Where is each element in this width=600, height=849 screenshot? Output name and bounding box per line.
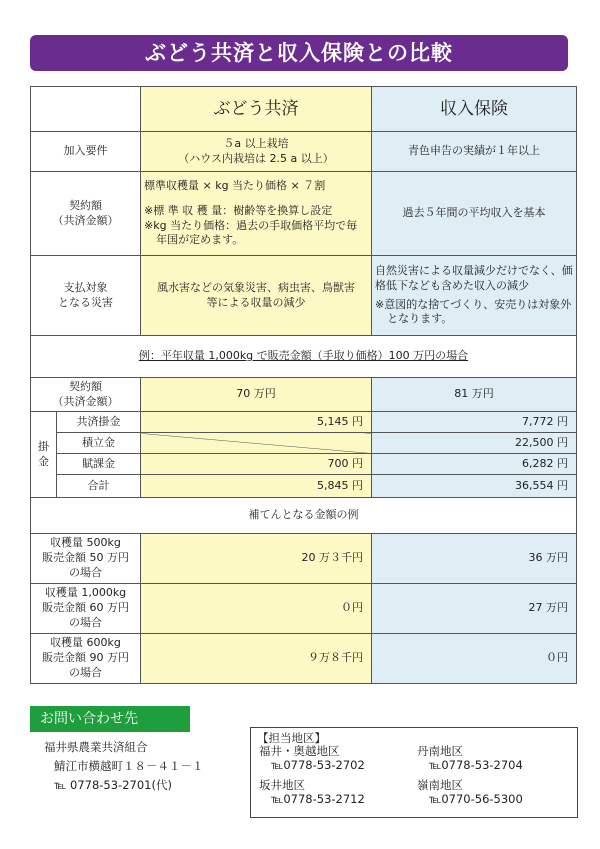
kake-label: 賦課金	[57, 454, 141, 475]
compensation-budou: 20 万３千円	[141, 534, 372, 584]
area-reinan: 嶺南地区 ℡0770-56-5300	[417, 778, 523, 806]
join-budou: ５a 以上栽培 （ハウス内栽培は 2.5 a 以上）	[141, 132, 372, 172]
header-budou-kyosai: ぶどう共済	[141, 87, 372, 132]
area-box-title: 【担当地区】	[257, 731, 326, 745]
compensation-budou: ０円	[141, 584, 372, 634]
compensation-budou: ９万８千円	[141, 634, 372, 684]
contract-budou: 標準収穫量 × kg 当たり価格 × ７割 ※標 準 収 穫 量：樹齢等を換算し設定 ※kg 当たり価格：過去の手取価格平均で毎年国が定めます。	[141, 172, 372, 256]
disaster-hoken: 自然災害による収量減少だけでなく、価格低下なども含めた収入の減少 ※意図的な捨てづくり、安売りは対象外となります。	[372, 256, 577, 336]
compensation-hoken: 27 万円	[372, 584, 577, 634]
row-label-disaster: 支払対象 となる災害	[31, 256, 141, 336]
kake-budou-value: 700 円	[141, 454, 372, 475]
kake-total-hoken: 36,554 円	[372, 475, 577, 498]
org-tel: ℡ 0778-53-2701(代)	[54, 778, 172, 792]
corner-cell	[31, 87, 141, 132]
kake-total-label: 合計	[57, 475, 141, 498]
area-tannan: 丹南地区 ℡0778-53-2704	[417, 744, 523, 772]
comparison-table	[30, 86, 577, 684]
kake-hoken-value: 7,772 円	[372, 412, 577, 433]
row-label-contract: 契約額 （共済金額）	[31, 172, 141, 256]
org-address: 鯖江市横越町１８－４１－１	[54, 759, 204, 773]
row-label-join: 加入要件	[31, 132, 141, 172]
kake-label: 積立金	[57, 433, 141, 454]
header-shunyu-hoken: 収入保険	[372, 87, 577, 132]
disaster-budou: 風水害などの気象災害、病虫害、鳥獣害等による収量の減少	[141, 256, 372, 336]
kake-budou-value: 5,145 円	[141, 412, 372, 433]
compensation-hoken: 36 万円	[372, 534, 577, 584]
compensation-case-label: 収穫量 1,000kg 販売金額 60 万円 の場合	[31, 584, 141, 634]
area-sakai: 坂井地区 ℡0778-53-2712	[259, 778, 365, 806]
contact-org-block	[44, 738, 204, 795]
kakekin-side-label: 掛金	[31, 412, 57, 498]
compensation-hoken: ０円	[372, 634, 577, 684]
kake-label: 共済掛金	[57, 412, 141, 433]
area-contacts-box	[250, 727, 578, 818]
contract-amount-budou: 70 万円	[141, 378, 372, 412]
contract-hoken: 過去５年間の平均収入を基本	[372, 172, 577, 256]
compensation-case-label: 収穫量 600kg 販売金額 90 万円 の場合	[31, 634, 141, 684]
area-fukui-okuetsu: 福井・奥越地区 ℡0778-53-2702	[259, 744, 365, 772]
contract-amount-label: 契約額 （共済金額）	[31, 378, 141, 412]
contact-badge: お問い合わせ先	[30, 706, 190, 732]
contract-amount-hoken: 81 万円	[372, 378, 577, 412]
compensation-case-label: 収穫量 500kg 販売金額 50 万円 の場合	[31, 534, 141, 584]
compensation-title: 補てんとなる金額の例	[31, 498, 577, 534]
kake-hoken-value: 22,500 円	[372, 433, 577, 454]
page-title: ぶどう共済と収入保険との比較	[30, 35, 568, 71]
kake-budou-na	[141, 433, 372, 454]
kake-hoken-value: 6,282 円	[372, 454, 577, 475]
join-hoken: 青色申告の実績が１年以上	[372, 132, 577, 172]
org-name: 福井県農業共済組合	[44, 740, 148, 754]
kake-total-budou: 5,845 円	[141, 475, 372, 498]
example-caption: 例：平年収量 1,000kg で販売金額（手取り価格）100 万円の場合	[31, 336, 577, 378]
